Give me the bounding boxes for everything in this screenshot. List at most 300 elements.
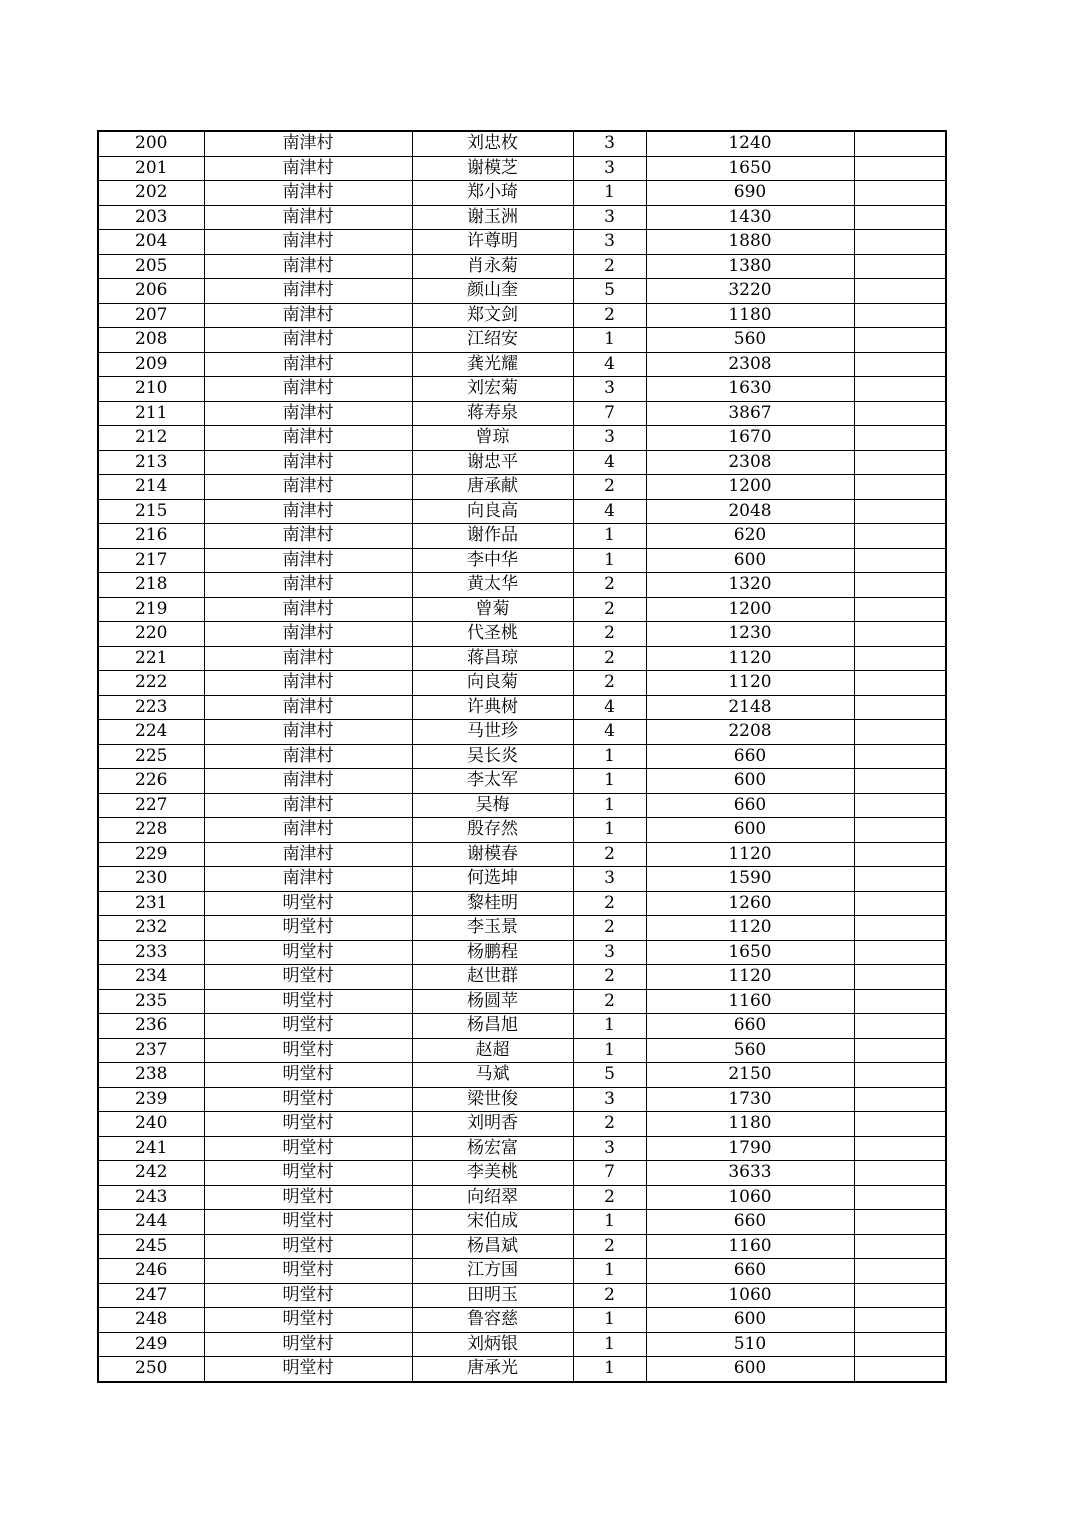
remark-cell: [854, 989, 946, 1014]
village-cell: 南津村: [204, 671, 412, 696]
table-row: [98, 891, 946, 916]
row-number-cell: 221: [98, 646, 204, 671]
remark-cell: [854, 695, 946, 720]
village-cell: 明堂村: [204, 1357, 412, 1382]
row-number-cell: 249: [98, 1332, 204, 1357]
amount-cell: 2308: [646, 450, 854, 475]
row-number-cell: 205: [98, 254, 204, 279]
row-number-cell: 237: [98, 1038, 204, 1063]
row-number-cell: 229: [98, 842, 204, 867]
name-cell: 蒋寿泉: [412, 401, 573, 426]
amount-cell: 1120: [646, 842, 854, 867]
row-number-cell: 225: [98, 744, 204, 769]
village-cell: 南津村: [204, 401, 412, 426]
table-row: [98, 989, 946, 1014]
village-cell: 明堂村: [204, 891, 412, 916]
amount-cell: 3220: [646, 279, 854, 304]
name-cell: 吴梅: [412, 793, 573, 818]
name-cell: 田明玉: [412, 1283, 573, 1308]
household-size-cell: 2: [573, 646, 646, 671]
remark-cell: [854, 793, 946, 818]
row-number-cell: 226: [98, 769, 204, 794]
amount-cell: 2208: [646, 720, 854, 745]
village-cell: 明堂村: [204, 1185, 412, 1210]
amount-cell: 600: [646, 1308, 854, 1333]
remark-cell: [854, 965, 946, 990]
remark-cell: [854, 622, 946, 647]
household-size-cell: 1: [573, 1259, 646, 1284]
table-row: [98, 205, 946, 230]
row-number-cell: 222: [98, 671, 204, 696]
table-row: [98, 597, 946, 622]
household-size-cell: 3: [573, 867, 646, 892]
amount-cell: 1430: [646, 205, 854, 230]
remark-cell: [854, 597, 946, 622]
amount-cell: 1200: [646, 475, 854, 500]
household-size-cell: 1: [573, 1332, 646, 1357]
table-row: [98, 475, 946, 500]
name-cell: 杨昌斌: [412, 1234, 573, 1259]
household-size-cell: 2: [573, 1283, 646, 1308]
amount-cell: 1160: [646, 989, 854, 1014]
household-size-cell: 3: [573, 377, 646, 402]
village-cell: 南津村: [204, 720, 412, 745]
row-number-cell: 217: [98, 548, 204, 573]
household-size-cell: 2: [573, 622, 646, 647]
amount-cell: 1320: [646, 573, 854, 598]
table-row: [98, 499, 946, 524]
table-row: [98, 940, 946, 965]
village-cell: 明堂村: [204, 1332, 412, 1357]
row-number-cell: 200: [98, 131, 204, 156]
village-cell: 南津村: [204, 548, 412, 573]
remark-cell: [854, 1308, 946, 1333]
table-row: [98, 916, 946, 941]
amount-cell: 1590: [646, 867, 854, 892]
village-cell: 南津村: [204, 328, 412, 353]
name-cell: 杨圆苹: [412, 989, 573, 1014]
amount-cell: 560: [646, 328, 854, 353]
household-size-cell: 5: [573, 279, 646, 304]
table-row: [98, 1063, 946, 1088]
name-cell: 郑小琦: [412, 181, 573, 206]
amount-cell: 1380: [646, 254, 854, 279]
table-row: [98, 352, 946, 377]
row-number-cell: 239: [98, 1087, 204, 1112]
village-cell: 南津村: [204, 499, 412, 524]
name-cell: 鲁容慈: [412, 1308, 573, 1333]
remark-cell: [854, 1014, 946, 1039]
village-cell: 明堂村: [204, 1014, 412, 1039]
table-row: [98, 401, 946, 426]
table-row: [98, 156, 946, 181]
household-size-cell: 2: [573, 573, 646, 598]
table-row: [98, 1283, 946, 1308]
name-cell: 谢作品: [412, 524, 573, 549]
remark-cell: [854, 1234, 946, 1259]
table-row: [98, 573, 946, 598]
household-size-cell: 4: [573, 720, 646, 745]
name-cell: 李中华: [412, 548, 573, 573]
row-number-cell: 213: [98, 450, 204, 475]
remark-cell: [854, 181, 946, 206]
name-cell: 许典树: [412, 695, 573, 720]
amount-cell: 660: [646, 1014, 854, 1039]
name-cell: 向良高: [412, 499, 573, 524]
table-row: [98, 1161, 946, 1186]
row-number-cell: 233: [98, 940, 204, 965]
amount-cell: 2148: [646, 695, 854, 720]
table-row: [98, 1259, 946, 1284]
row-number-cell: 218: [98, 573, 204, 598]
amount-cell: 1880: [646, 230, 854, 255]
household-size-cell: 3: [573, 131, 646, 156]
amount-cell: 1650: [646, 940, 854, 965]
name-cell: 谢模芝: [412, 156, 573, 181]
table-row: [98, 769, 946, 794]
remark-cell: [854, 131, 946, 156]
remark-cell: [854, 573, 946, 598]
table-row: [98, 1210, 946, 1235]
row-number-cell: 214: [98, 475, 204, 500]
amount-cell: 1630: [646, 377, 854, 402]
row-number-cell: 207: [98, 303, 204, 328]
household-size-cell: 1: [573, 818, 646, 843]
amount-cell: 1060: [646, 1185, 854, 1210]
table-row: [98, 744, 946, 769]
table-row: [98, 426, 946, 451]
name-cell: 代圣桃: [412, 622, 573, 647]
name-cell: 谢玉洲: [412, 205, 573, 230]
household-size-cell: 1: [573, 1210, 646, 1235]
amount-cell: 1730: [646, 1087, 854, 1112]
row-number-cell: 210: [98, 377, 204, 402]
row-number-cell: 219: [98, 597, 204, 622]
name-cell: 黄太华: [412, 573, 573, 598]
household-size-cell: 1: [573, 769, 646, 794]
name-cell: 李玉景: [412, 916, 573, 941]
remark-cell: [854, 1210, 946, 1235]
name-cell: 赵超: [412, 1038, 573, 1063]
amount-cell: 600: [646, 1357, 854, 1382]
remark-cell: [854, 377, 946, 402]
amount-cell: 1120: [646, 671, 854, 696]
remark-cell: [854, 450, 946, 475]
remark-cell: [854, 499, 946, 524]
row-number-cell: 202: [98, 181, 204, 206]
household-size-cell: 3: [573, 426, 646, 451]
remark-cell: [854, 769, 946, 794]
amount-cell: 690: [646, 181, 854, 206]
household-size-cell: 2: [573, 254, 646, 279]
amount-cell: 1260: [646, 891, 854, 916]
row-number-cell: 203: [98, 205, 204, 230]
row-number-cell: 243: [98, 1185, 204, 1210]
name-cell: 梁世俊: [412, 1087, 573, 1112]
table-row: [98, 377, 946, 402]
village-cell: 南津村: [204, 377, 412, 402]
name-cell: 杨宏富: [412, 1136, 573, 1161]
remark-cell: [854, 1161, 946, 1186]
village-cell: 南津村: [204, 205, 412, 230]
village-cell: 南津村: [204, 842, 412, 867]
name-cell: 蒋昌琼: [412, 646, 573, 671]
row-number-cell: 238: [98, 1063, 204, 1088]
table-row: [98, 1357, 946, 1382]
remark-cell: [854, 279, 946, 304]
table-row: [98, 965, 946, 990]
remark-cell: [854, 475, 946, 500]
village-cell: 明堂村: [204, 940, 412, 965]
amount-cell: 1120: [646, 646, 854, 671]
household-size-cell: 1: [573, 1014, 646, 1039]
village-cell: 明堂村: [204, 965, 412, 990]
amount-cell: 1200: [646, 597, 854, 622]
remark-cell: [854, 524, 946, 549]
remark-cell: [854, 401, 946, 426]
household-size-cell: 3: [573, 205, 646, 230]
household-size-cell: 4: [573, 450, 646, 475]
remark-cell: [854, 646, 946, 671]
name-cell: 马世珍: [412, 720, 573, 745]
table-row: [98, 671, 946, 696]
amount-cell: 1790: [646, 1136, 854, 1161]
row-number-cell: 247: [98, 1283, 204, 1308]
name-cell: 肖永菊: [412, 254, 573, 279]
household-size-cell: 2: [573, 989, 646, 1014]
amount-cell: 2150: [646, 1063, 854, 1088]
row-number-cell: 245: [98, 1234, 204, 1259]
table-row: [98, 1014, 946, 1039]
amount-cell: 2308: [646, 352, 854, 377]
table-row: [98, 181, 946, 206]
household-size-cell: 1: [573, 793, 646, 818]
row-number-cell: 231: [98, 891, 204, 916]
amount-cell: 660: [646, 1210, 854, 1235]
household-size-cell: 2: [573, 965, 646, 990]
row-number-cell: 232: [98, 916, 204, 941]
table-row: [98, 303, 946, 328]
amount-cell: 660: [646, 1259, 854, 1284]
household-size-cell: 1: [573, 328, 646, 353]
remark-cell: [854, 303, 946, 328]
household-size-cell: 3: [573, 1136, 646, 1161]
row-number-cell: 224: [98, 720, 204, 745]
village-cell: 南津村: [204, 769, 412, 794]
table-row: [98, 548, 946, 573]
row-number-cell: 204: [98, 230, 204, 255]
village-cell: 明堂村: [204, 916, 412, 941]
household-size-cell: 2: [573, 891, 646, 916]
remark-cell: [854, 328, 946, 353]
table-row: [98, 1185, 946, 1210]
name-cell: 吴长炎: [412, 744, 573, 769]
remark-cell: [854, 254, 946, 279]
table-row: [98, 450, 946, 475]
amount-cell: 1240: [646, 131, 854, 156]
amount-cell: 1650: [646, 156, 854, 181]
table-row: [98, 622, 946, 647]
village-cell: 南津村: [204, 230, 412, 255]
household-size-cell: 1: [573, 1308, 646, 1333]
name-cell: 殷存然: [412, 818, 573, 843]
amount-cell: 1180: [646, 1112, 854, 1137]
amount-cell: 1120: [646, 965, 854, 990]
name-cell: 刘宏菊: [412, 377, 573, 402]
village-cell: 南津村: [204, 131, 412, 156]
table-row: [98, 867, 946, 892]
table-row: [98, 720, 946, 745]
village-cell: 南津村: [204, 695, 412, 720]
household-size-cell: 2: [573, 1112, 646, 1137]
household-size-cell: 2: [573, 303, 646, 328]
name-cell: 赵世群: [412, 965, 573, 990]
row-number-cell: 220: [98, 622, 204, 647]
name-cell: 刘炳银: [412, 1332, 573, 1357]
row-number-cell: 240: [98, 1112, 204, 1137]
household-size-cell: 2: [573, 916, 646, 941]
village-cell: 明堂村: [204, 1112, 412, 1137]
household-size-cell: 2: [573, 1234, 646, 1259]
table-row: [98, 695, 946, 720]
row-number-cell: 230: [98, 867, 204, 892]
table-row: [98, 842, 946, 867]
household-size-cell: 1: [573, 1357, 646, 1382]
household-size-cell: 7: [573, 1161, 646, 1186]
name-cell: 杨鹏程: [412, 940, 573, 965]
village-cell: 南津村: [204, 744, 412, 769]
name-cell: 许尊明: [412, 230, 573, 255]
row-number-cell: 211: [98, 401, 204, 426]
village-cell: 南津村: [204, 524, 412, 549]
name-cell: 唐承光: [412, 1357, 573, 1382]
row-number-cell: 248: [98, 1308, 204, 1333]
household-size-cell: 2: [573, 671, 646, 696]
row-number-cell: 206: [98, 279, 204, 304]
row-number-cell: 244: [98, 1210, 204, 1235]
name-cell: 龚光耀: [412, 352, 573, 377]
village-cell: 南津村: [204, 426, 412, 451]
table-row: [98, 1234, 946, 1259]
amount-cell: 1670: [646, 426, 854, 451]
row-number-cell: 215: [98, 499, 204, 524]
name-cell: 刘忠枚: [412, 131, 573, 156]
village-cell: 明堂村: [204, 1259, 412, 1284]
remark-cell: [854, 1038, 946, 1063]
data-table: [97, 130, 947, 1383]
remark-cell: [854, 1063, 946, 1088]
row-number-cell: 235: [98, 989, 204, 1014]
household-size-cell: 4: [573, 695, 646, 720]
household-size-cell: 2: [573, 842, 646, 867]
remark-cell: [854, 867, 946, 892]
village-cell: 明堂村: [204, 1087, 412, 1112]
amount-cell: 1120: [646, 916, 854, 941]
table-row: [98, 131, 946, 156]
village-cell: 明堂村: [204, 1161, 412, 1186]
amount-cell: 1230: [646, 622, 854, 647]
name-cell: 黎桂明: [412, 891, 573, 916]
table-row: [98, 524, 946, 549]
amount-cell: 560: [646, 1038, 854, 1063]
remark-cell: [854, 720, 946, 745]
village-cell: 南津村: [204, 279, 412, 304]
remark-cell: [854, 818, 946, 843]
name-cell: 曾菊: [412, 597, 573, 622]
remark-cell: [854, 1357, 946, 1382]
village-cell: 南津村: [204, 573, 412, 598]
amount-cell: 660: [646, 793, 854, 818]
name-cell: 谢模春: [412, 842, 573, 867]
amount-cell: 600: [646, 769, 854, 794]
table-row: [98, 254, 946, 279]
remark-cell: [854, 1185, 946, 1210]
remark-cell: [854, 1112, 946, 1137]
remark-cell: [854, 548, 946, 573]
row-number-cell: 201: [98, 156, 204, 181]
village-cell: 南津村: [204, 597, 412, 622]
amount-cell: 1180: [646, 303, 854, 328]
household-size-cell: 3: [573, 940, 646, 965]
row-number-cell: 228: [98, 818, 204, 843]
row-number-cell: 208: [98, 328, 204, 353]
household-size-cell: 4: [573, 352, 646, 377]
table-row: [98, 646, 946, 671]
remark-cell: [854, 230, 946, 255]
table-row: [98, 328, 946, 353]
village-cell: 南津村: [204, 793, 412, 818]
village-cell: 南津村: [204, 450, 412, 475]
name-cell: 杨昌旭: [412, 1014, 573, 1039]
name-cell: 曾琼: [412, 426, 573, 451]
household-size-cell: 1: [573, 524, 646, 549]
table-row: [98, 793, 946, 818]
amount-cell: 600: [646, 818, 854, 843]
table-row: [98, 1136, 946, 1161]
village-cell: 南津村: [204, 156, 412, 181]
table-row: [98, 1332, 946, 1357]
remark-cell: [854, 352, 946, 377]
amount-cell: 2048: [646, 499, 854, 524]
village-cell: 明堂村: [204, 1038, 412, 1063]
village-cell: 南津村: [204, 352, 412, 377]
village-cell: 明堂村: [204, 1136, 412, 1161]
village-cell: 明堂村: [204, 1210, 412, 1235]
name-cell: 江方国: [412, 1259, 573, 1284]
row-number-cell: 227: [98, 793, 204, 818]
remark-cell: [854, 1087, 946, 1112]
name-cell: 李太军: [412, 769, 573, 794]
household-size-cell: 7: [573, 401, 646, 426]
name-cell: 郑文剑: [412, 303, 573, 328]
name-cell: 颜山奎: [412, 279, 573, 304]
household-size-cell: 4: [573, 499, 646, 524]
village-cell: 南津村: [204, 475, 412, 500]
village-cell: 南津村: [204, 646, 412, 671]
amount-cell: 600: [646, 548, 854, 573]
household-size-cell: 2: [573, 597, 646, 622]
amount-cell: 1060: [646, 1283, 854, 1308]
village-cell: 南津村: [204, 181, 412, 206]
village-cell: 南津村: [204, 622, 412, 647]
amount-cell: 1160: [646, 1234, 854, 1259]
remark-cell: [854, 426, 946, 451]
village-cell: 南津村: [204, 254, 412, 279]
table-row: [98, 279, 946, 304]
name-cell: 马斌: [412, 1063, 573, 1088]
remark-cell: [854, 842, 946, 867]
village-cell: 明堂村: [204, 1283, 412, 1308]
